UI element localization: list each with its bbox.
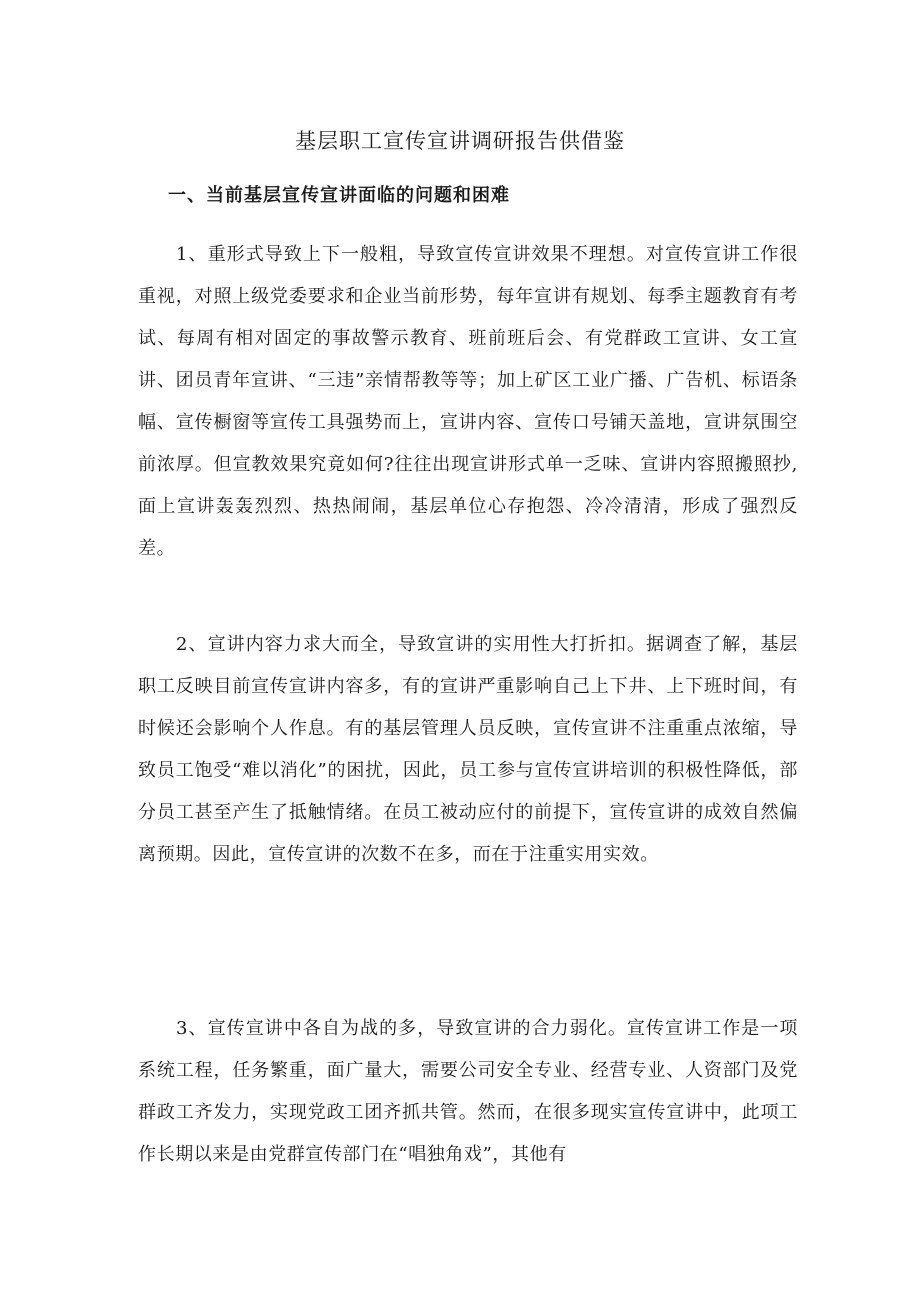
paragraph-1: 1、重形式导致上下一般粗，导致宣传宣讲效果不理想。对宣传宣讲工作很重视，对照上级党委要求和企业当前形势，每年宣讲有规划、每季主题教育有考试、每周有相对固定的事故警示教育、班前班后会、有党群政工宣讲、女工宣讲、团员青年宣讲、“三违”亲情帮教等等；加上矿区工业广播、广告机、标语条幅、宣传橱窗等宣传工具强势而上，宣讲内容、宣传口号铺天盖地，宣讲氛围空前浓厚。但宣教效果究竟如何?往往出现宣讲形式单一乏味、宣讲内容照搬照抄,面上宣讲轰轰烈烈、热热闹闹，基层单位心存抱怨、冷冷清清，形成了强烈反差。 [138, 244, 798, 559]
document-title: 基层职工宣传宣讲调研报告供借鉴 [295, 129, 625, 153]
section-heading: 一、当前基层宣传宣讲面临的问题和困难 [168, 185, 510, 206]
paragraph-2: 2、宣讲内容力求大而全，导致宣讲的实用性大打折扣。据调查了解，基层职工反映目前宣传宣讲内容多，有的宣讲严重影响自己上下井、上下班时间，有时候还会影响个人作息。有的基层管理人员反映，宣传宣讲不注重重点浓缩，导致员工饱受“难以消化”的困扰，因此，员工参与宣传宣讲培训的积极性降低，部分员工甚至产生了抵触情绪。在员工被动应付的前提下，宣传宣讲的成效自然偏离预期。因此，宣传宣讲的次数不在多，而在于注重实用实效。 [138, 634, 798, 865]
paragraph-3: 3、宣传宣讲中各自为战的多，导致宣讲的合力弱化。宣传宣讲工作是一项系统工程，任务繁重，面广量大，需要公司安全专业、经营专业、人资部门及党群政工齐发力，实现党政工团齐抓共管。然而，在很多现实宣传宣讲中，此项工作长期以来是由党群宣传部门在“唱独角戏”，其他有 [138, 1018, 798, 1165]
